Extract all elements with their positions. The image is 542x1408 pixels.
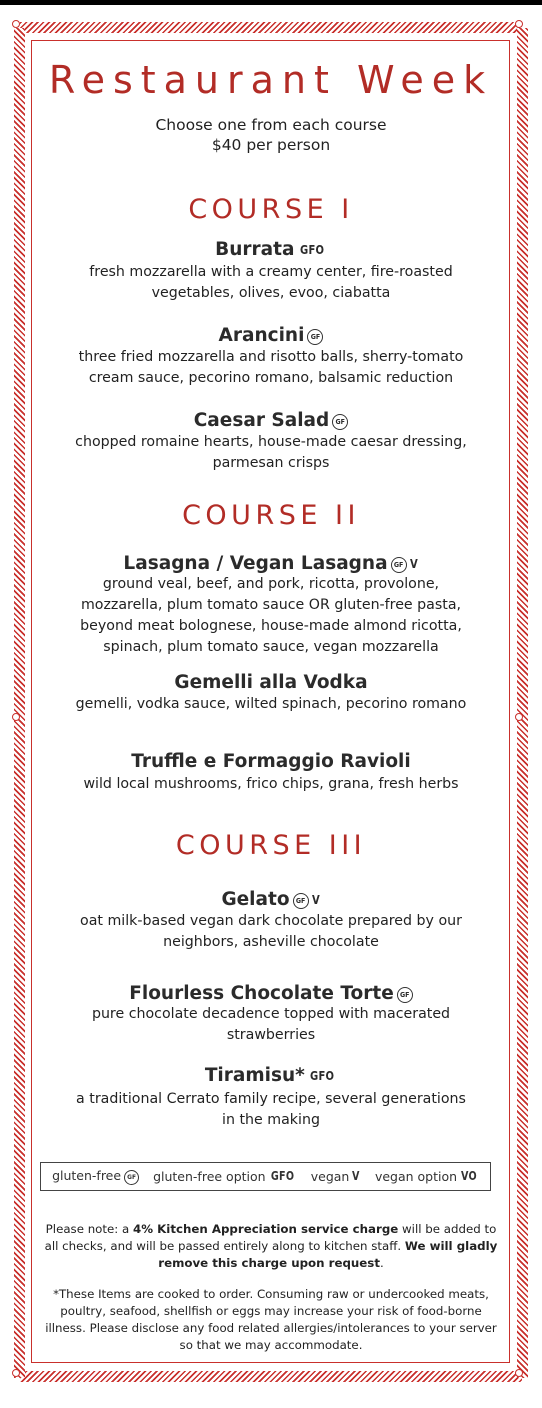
border-right-hatch [517,28,528,1378]
service-charge-note [42,1221,500,1272]
desc-line: three fried mozzarella and risotto balls, sherry-tomato [78,349,464,365]
dish-gemelli-alla-vodka [32,672,510,694]
vegan-mark: V [352,1169,360,1183]
legend-gluten-free [52,1168,139,1185]
desc-line: chopped romaine hearts, house-made caesar dressing, [75,434,467,450]
dish-name: Arancini [218,325,305,346]
dish-arancini [32,325,510,347]
desc-line: oat milk-based vegan dark chocolate prepared by our [80,913,462,929]
legend-vegan-option [375,1169,479,1184]
course-2-heading: COURSE II [182,500,360,531]
gfo-mark: GFO [270,1169,294,1183]
gluten-free-icon: GF [397,987,413,1003]
corner-ornament-bottom-left [12,1369,20,1377]
dish-description [32,347,510,389]
desc-line: in the making [222,1112,320,1128]
legend-gluten-free-option [153,1169,297,1184]
dish-description [32,911,510,953]
desc-line: gemelli, vodka sauce, wilted spinach, pecorino romano [75,696,467,712]
dish-name: Gelato [221,889,290,910]
desc-line: vegetables, olives, evoo, ciabatta [151,285,391,301]
legend-label: gluten-free [52,1168,122,1183]
corner-ornament-bottom-right [515,1369,523,1377]
gfo-mark: GFO [299,242,324,257]
menu-title: Restaurant Week [48,58,494,102]
menu-instructions: Choose one from each course [155,116,387,134]
gluten-free-icon: GF [307,329,323,345]
course-1-heading: COURSE I [188,194,354,225]
dish-description [32,262,510,304]
vegan-option-mark: VO [461,1169,477,1183]
desc-line: mozzarella, plum tomato sauce OR gluten-free pasta, [80,597,462,613]
dish-description [32,1004,510,1046]
legend-label: vegan option [374,1169,458,1184]
dish-description [32,574,510,658]
dish-description [32,432,510,474]
dish-name: Truffle e Formaggio Ravioli [131,751,411,772]
desc-line: parmesan crisps [212,455,330,471]
legend-label: vegan [310,1169,350,1184]
desc-line: a traditional Cerrato family recipe, several generations [76,1091,466,1107]
dish-gelato [32,889,510,911]
course-3-heading: COURSE III [175,830,367,861]
dietary-legend [40,1162,491,1191]
desc-line: neighbors, asheville chocolate [163,934,379,950]
dish-name: Caesar Salad [193,410,330,431]
legend-vegan [311,1169,361,1184]
vegan-mark: V [409,556,418,571]
dish-name: Flourless Chocolate Torte [129,983,394,1004]
desc-line: beyond meat bolognese, house-made almond ricotta, [80,618,462,634]
gluten-free-icon: GF [124,1170,139,1185]
side-ornament-left [12,713,20,721]
vegan-mark: V [311,892,320,907]
corner-ornament-top-left [12,20,20,28]
desc-line: wild local mushrooms, frico chips, grana, fresh herbs [83,776,459,792]
dish-name: Burrata [215,239,295,260]
menu-price: $40 per person [211,136,331,154]
food-safety-note: *These Items are cooked to order. Consuming raw or undercooked meats, poultry, seafood, shellfish or eggs may increase your risk of food-borne illness. Please disclose any food related allergies/intolerances to your server so that we may accommodate. [45,1287,497,1352]
dish-description [32,1089,510,1131]
dish-lasagna [32,553,510,575]
corner-ornament-top-right [515,20,523,28]
side-ornament-right [515,713,523,721]
top-black-bar [0,0,542,5]
note-text: will be added to all checks, and will be passed entirely along to kitchen staff. [44,1222,497,1253]
border-top-hatch [20,22,522,33]
gluten-free-icon: GF [391,557,407,573]
gluten-free-icon: GF [293,893,309,909]
desc-line: fresh mozzarella with a creamy center, fire-roasted [89,264,453,280]
note-bold-text: 4% Kitchen Appreciation service charge [133,1222,399,1236]
desc-line: pure chocolate decadence topped with macerated [91,1006,451,1022]
dish-description [32,774,510,795]
desc-line: ground veal, beef, and pork, ricotta, provolone, [102,576,440,592]
dish-name: Tiramisu* [204,1065,305,1086]
dish-name: Lasagna / Vegan Lasagna [123,553,388,574]
dish-burrata [32,239,510,261]
dish-tiramisu [32,1065,510,1087]
dish-description [32,694,510,715]
border-left-hatch [14,28,25,1378]
desc-line: cream sauce, pecorino romano, balsamic reduction [88,370,454,386]
gfo-mark: GFO [309,1068,335,1083]
border-bottom-hatch [20,1371,522,1382]
desc-line: strawberries [226,1027,316,1043]
note-text: . [379,1256,384,1270]
dish-flourless-chocolate-torte [32,983,510,1005]
legend-label: gluten-free option [153,1169,266,1184]
dish-name: Gemelli alla Vodka [174,672,368,693]
gluten-free-icon: GF [332,414,348,430]
desc-line: spinach, plum tomato sauce, vegan mozzarella [103,639,439,655]
dish-truffle-ravioli [32,751,510,773]
note-bold-text: We will gladly remove this charge upon request [158,1239,498,1270]
dish-caesar-salad [32,410,510,432]
note-text: Please note: a [45,1222,133,1236]
